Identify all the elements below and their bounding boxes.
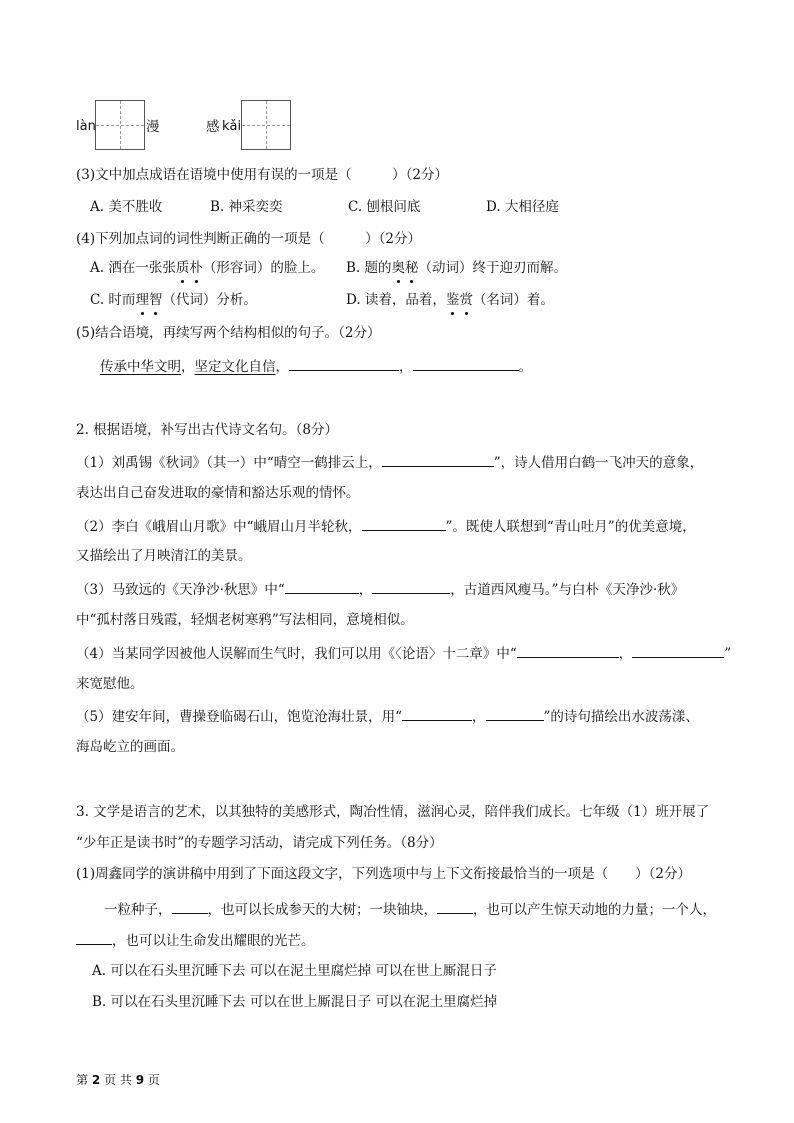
- text: ，也可以让生命发出耀眼的光芒。: [112, 933, 315, 949]
- text: （4）当某同学因被他人误解而生气时，我们可以用《〈论语〉十二章》中“: [76, 646, 517, 662]
- comma: ，: [181, 359, 195, 375]
- answer-blank[interactable]: [372, 579, 450, 594]
- opt-b-text-end: （动词）终于迎刃而解。: [418, 260, 568, 276]
- comma: ，: [618, 646, 633, 662]
- q1-sub5-stem: (5)结合语境，再续写两个结构相似的句子。（2分）: [76, 325, 381, 341]
- q3-sub1-stem: (1)周鑫同学的演讲稿中用到了下面这段文字，下列选项中与上下文衔接最恰当的一项是（ ）（2分）: [76, 866, 691, 882]
- dotted-char: 秘: [405, 260, 419, 276]
- answer-blank[interactable]: [382, 452, 494, 467]
- q1-sub4-opt-d: [346, 290, 554, 310]
- q1-sub4-opt-b: [346, 258, 567, 278]
- answer-blank[interactable]: [289, 356, 399, 371]
- comma: ，: [358, 582, 373, 598]
- opt-c-text: C. 时而: [90, 292, 136, 308]
- footer-text: 第: [76, 1073, 89, 1087]
- q2-line-1: [76, 452, 703, 473]
- answer-blank[interactable]: [437, 899, 473, 914]
- text: （5）建安年间，曹操登临碣石山，饱览沧海壮景，用“: [76, 709, 402, 725]
- opt-a-text-end: （形容词）的脸上。: [202, 260, 325, 276]
- q1-sub3-opt-d: D. 大相径庭: [486, 199, 559, 215]
- comma: ，: [275, 359, 289, 375]
- text: 一粒种子，: [104, 902, 172, 918]
- page-number: 2: [91, 1073, 101, 1087]
- q1-sub3-stem: (3)文中加点成语在语境中使用有误的一项是（ ）（2分）: [76, 167, 448, 183]
- text: ，古道西风瘦马。”与白朴《天净沙·秋》: [450, 582, 685, 598]
- text: （3）马致远的《天净沙·秋思》中“: [76, 582, 285, 598]
- dotted-char: 奥: [391, 260, 406, 276]
- answer-blank[interactable]: [76, 930, 112, 945]
- quote: ”: [724, 646, 732, 662]
- period: 。: [518, 359, 532, 375]
- q1-sub3-opt-b: B. 神采奕奕: [210, 199, 283, 215]
- dotted-char: 鉴: [445, 292, 460, 308]
- q2-title: 2. 根据语境，补写出古代诗文名句。（8分）: [76, 422, 339, 438]
- pinyin-lan: làn: [76, 119, 96, 134]
- q2-line-1b: 表达出自己奋发进取的豪情和豁达乐观的情怀。: [76, 485, 360, 501]
- total-pages: 9: [135, 1073, 145, 1087]
- comma: ，: [399, 359, 413, 375]
- answer-blank[interactable]: [632, 643, 724, 658]
- q3-passage-1: [104, 899, 716, 920]
- underlined-phrase-1: 传承中华文明: [100, 359, 181, 375]
- opt-b-text: B. 题的: [346, 260, 392, 276]
- q2-line-4: [76, 643, 731, 664]
- answer-blank[interactable]: [402, 706, 472, 721]
- footer-text: 页 共: [104, 1073, 132, 1087]
- q2-line-5b: 海岛屹立的画面。: [76, 739, 184, 755]
- page-footer: [76, 1070, 160, 1090]
- q3-passage-2: [76, 930, 315, 951]
- answer-grid-1[interactable]: [95, 100, 145, 150]
- q3-opt-a: A. 可以在石头里沉睡下去 可以在泥土里腐烂掉 可以在世上厮混日子: [92, 963, 497, 979]
- answer-blank[interactable]: [517, 643, 619, 658]
- text: （2）李白《峨眉山月歌》中“峨眉山月半轮秋，: [76, 519, 362, 535]
- q2-line-4b: 来宽慰他。: [76, 676, 144, 692]
- answer-blank[interactable]: [486, 706, 544, 721]
- q1-sub3-opt-a: A. 美不胜收: [90, 199, 163, 215]
- opt-d-text-end: （名词）着。: [472, 292, 554, 308]
- grid-char-1: 漫: [146, 119, 160, 135]
- footer-text: 页: [147, 1073, 160, 1087]
- text: ”，诗人借用白鹤一飞冲天的意象，: [493, 455, 704, 471]
- q1-sub5-line: [100, 356, 532, 377]
- q2-line-3b: 中“孤村落日残霞，轻烟老树寒鸦”写法相同，意境相似。: [76, 612, 414, 628]
- answer-blank[interactable]: [413, 356, 519, 371]
- text: ”的诗句描绘出水波荡漾、: [543, 709, 699, 725]
- comma: ，: [472, 709, 486, 725]
- answer-blank[interactable]: [362, 516, 446, 531]
- opt-d-text: D. 读着，品着，: [346, 292, 446, 308]
- opt-c-text-end: （代词）分析。: [162, 292, 257, 308]
- q1-sub4-opt-a: [90, 258, 324, 278]
- q3-intro-1: 3. 文学是语言的艺术，以其独特的美感形式，陶冶性情，滋润心灵，陪伴我们成长。七年级（1）班开展了: [76, 804, 710, 820]
- dotted-char: 赏: [459, 292, 473, 308]
- pinyin-kai: kǎi: [222, 119, 242, 134]
- q1-sub4-stem: (4)下列加点词的词性判断正确的一项是（ ）（2分）: [76, 231, 421, 247]
- dotted-char: 理: [135, 292, 149, 308]
- text: ，也可以长成参天的大树；一块铀块，: [207, 902, 437, 918]
- q2-line-2b: 又描绘出了月映清江的美景。: [76, 548, 252, 564]
- text: ”。既使人联想到“青山吐月”的优美意境，: [445, 519, 696, 535]
- answer-grid-2[interactable]: [241, 100, 291, 150]
- answer-blank[interactable]: [172, 899, 208, 914]
- q3-intro-2: “少年正是读书时”的专题学习活动，请完成下列任务。（8分）: [76, 835, 443, 851]
- q2-line-5: [76, 706, 699, 727]
- q2-line-2: [76, 516, 696, 537]
- q2-line-3: [76, 579, 684, 600]
- text: ，也可以产生惊天动地的力量；一个人，: [473, 902, 716, 918]
- dotted-char: 质: [175, 260, 190, 276]
- q3-opt-b: B. 可以在石头里沉睡下去 可以在世上厮混日子 可以在泥土里腐烂掉: [92, 994, 498, 1010]
- q1-sub4-opt-c: [90, 290, 257, 310]
- dotted-char: 朴: [189, 260, 203, 276]
- underlined-phrase-2: 坚定文化自信: [194, 359, 276, 375]
- text: （1）刘禹锡《秋词》（其一）中“晴空一鹤排云上，: [76, 455, 382, 471]
- answer-blank[interactable]: [285, 579, 359, 594]
- grid-char-2-prefix: 感: [206, 119, 220, 135]
- dotted-char: 智: [148, 292, 163, 308]
- opt-a-text: A. 洒在一张张: [90, 260, 176, 276]
- q1-sub3-opt-c: C. 刨根问底: [348, 199, 421, 215]
